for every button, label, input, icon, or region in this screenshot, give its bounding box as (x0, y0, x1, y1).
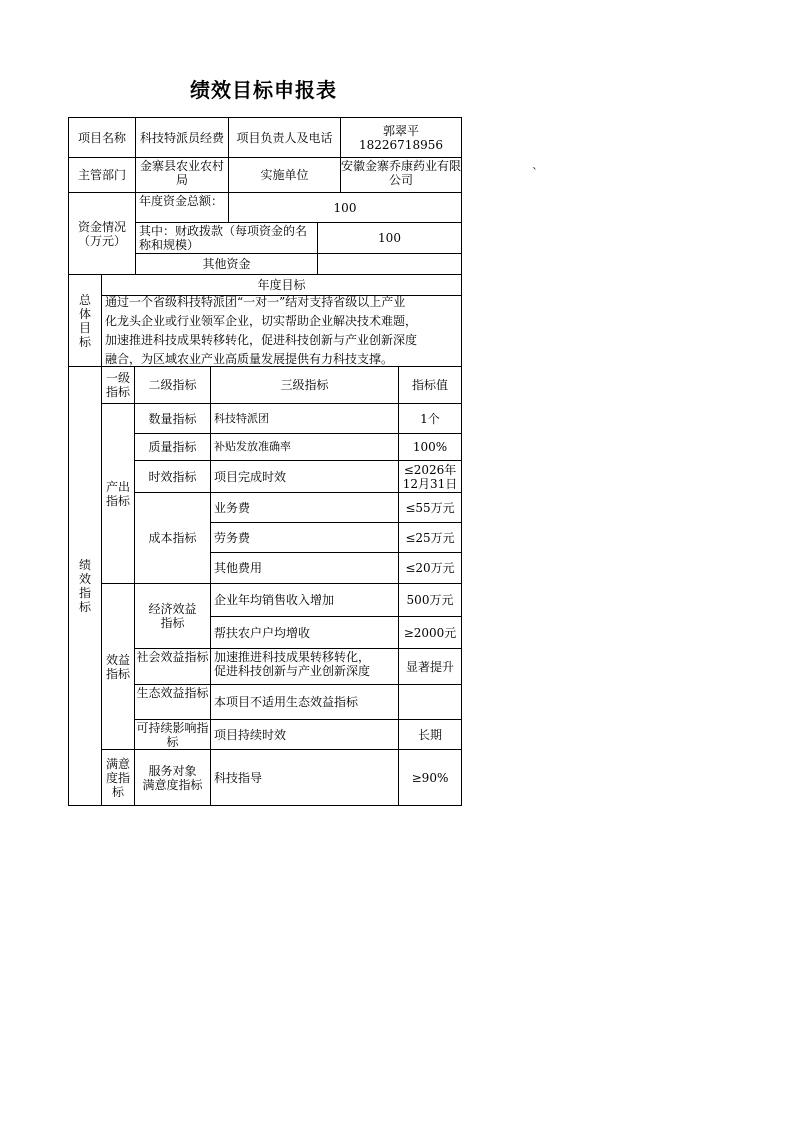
fiscal-funds-label: 其中：财政拨款（每项资金的名称和规模） (135, 222, 318, 254)
quantity-label: 数量指标 (134, 403, 211, 434)
sustainability-item: 项目持续时效 (210, 719, 399, 750)
economic-item-income: 帮扶农户户均增收 (210, 616, 399, 649)
economic-value-sales: 500万元 (398, 583, 462, 617)
service-satisfaction-item: 科技指导 (210, 749, 399, 806)
quality-label: 质量指标 (134, 433, 211, 461)
economic-item-sales: 企业年均销售收入增加 (210, 583, 399, 617)
page-title: 绩效目标申报表 (190, 78, 337, 102)
annual-funds-value: 100 (228, 192, 462, 223)
cost-value-business: ≤55万元 (398, 492, 462, 523)
ecological-value (398, 684, 462, 720)
indicators-label: 绩 效 指 标 (68, 366, 102, 806)
social-value: 显著提升 (398, 648, 462, 685)
output-indicators-label: 产出 指标 (101, 403, 135, 584)
sustainability-value: 长期 (398, 719, 462, 750)
timeliness-label: 时效指标 (134, 460, 211, 493)
cost-value-labor: ≤25万元 (398, 522, 462, 553)
annual-goal-header: 年度目标 (101, 274, 462, 296)
sustainability-label: 可持续影响指标 (134, 719, 211, 750)
unit-label: 实施单位 (228, 157, 341, 193)
dept-value: 金寨县农业农村局 (135, 157, 229, 193)
project-leader-label: 项目负责人及电话 (228, 117, 341, 158)
annual-funds-label: 年度资金总额： (135, 192, 229, 223)
timeliness-item: 项目完成时效 (210, 460, 399, 493)
satisfaction-label: 满意 度指 标 (101, 749, 135, 806)
ecological-label: 生态效益指标 (134, 684, 211, 720)
overall-goal-label: 总 体 目 标 (68, 274, 102, 367)
timeliness-value: ≤2026年 12月31日 (398, 460, 462, 493)
cost-value-other: ≤20万元 (398, 552, 462, 584)
funds-label: 资金情况 （万元） (68, 192, 136, 275)
cost-item-business: 业务费 (210, 492, 399, 523)
level1-header: 一级 指标 (101, 366, 135, 404)
project-leader-value: 郭翠平 18226718956 (340, 117, 462, 158)
fiscal-funds-value: 100 (317, 222, 462, 254)
quality-item: 补贴发放准确率 (210, 433, 399, 461)
level2-header: 二级指标 (134, 366, 211, 404)
quantity-value: 1个 (398, 403, 462, 434)
project-name-label: 项目名称 (68, 117, 136, 158)
economic-value-income: ≥2000元 (398, 616, 462, 649)
unit-value: 安徽金寨乔康药业有限公司 (340, 157, 462, 193)
social-label: 社会效益指标 (134, 648, 211, 685)
other-funds-label: 其他资金 (135, 253, 318, 275)
quantity-item: 科技特派团 (210, 403, 399, 434)
cost-item-other: 其他费用 (210, 552, 399, 584)
project-name-value: 科技特派员经费 (135, 117, 229, 158)
dept-label: 主管部门 (68, 157, 136, 193)
annual-goal-text: 通过一个省级科技特派团“一对一”结对支持省级以上产业 化龙头企业或行业领军企业，切实帮助企业解决技术难题， 加速推进科技成果转移转化，促进科技创新与产业创新深度 融合，为区域农业产业高质量发展提供有力科技支撑。 (101, 295, 462, 367)
value-header: 指标值 (398, 366, 462, 404)
benefit-indicators-label: 效益 指标 (101, 583, 135, 750)
social-item: 加速推进科技成果转移转化， 促进科技创新与产业创新深度 (210, 648, 399, 685)
level3-header: 三级指标 (210, 366, 399, 404)
stray-mark: ` (532, 166, 538, 180)
ecological-item: 本项目不适用生态效益指标 (210, 684, 399, 720)
quality-value: 100% (398, 433, 462, 461)
economic-label: 经济效益 指标 (134, 583, 211, 649)
service-satisfaction-value: ≥90% (398, 749, 462, 806)
other-funds-value (317, 253, 462, 275)
cost-label: 成本指标 (134, 492, 211, 584)
cost-item-labor: 劳务费 (210, 522, 399, 553)
service-satisfaction-label: 服务对象 满意度指标 (134, 749, 211, 806)
